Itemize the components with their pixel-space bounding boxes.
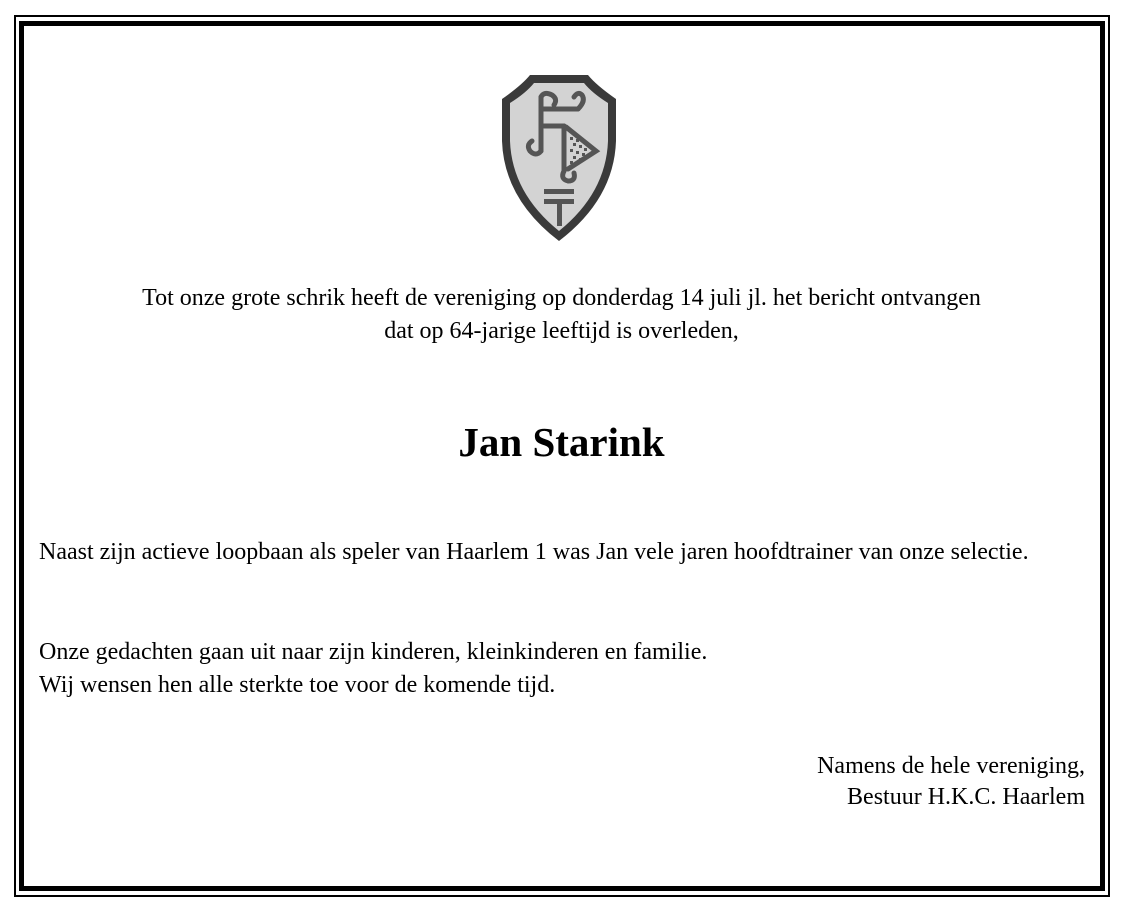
signature-line-2: Bestuur H.K.C. Haarlem: [847, 784, 1085, 810]
condolence-line-2: Wij wensen hen alle sterkte toe voor de komende tijd.: [39, 672, 556, 698]
condolence-line-1: Onze gedachten gaan uit naar zijn kinderen, kleinkinderen en familie.: [39, 639, 708, 665]
intro-line-1: Tot onze grote schrik heeft de vereniging op donderdag 14 juli jl. het bericht ontvangen: [142, 285, 981, 311]
signature: [817, 751, 1085, 813]
club-shield-icon: [496, 71, 622, 243]
condolence-paragraph: [39, 636, 1085, 702]
deceased-name: Jan Starink: [458, 419, 665, 465]
intro-line-2: dat op 64-jarige leeftijd is overleden,: [384, 318, 739, 344]
career-paragraph: Naast zijn actieve loopbaan als speler van Haarlem 1 was Jan vele jaren hoofdtrainer van onze selectie.: [39, 539, 1029, 565]
signature-line-1: Namens de hele vereniging,: [817, 753, 1085, 779]
intro-text: [30, 282, 1093, 348]
